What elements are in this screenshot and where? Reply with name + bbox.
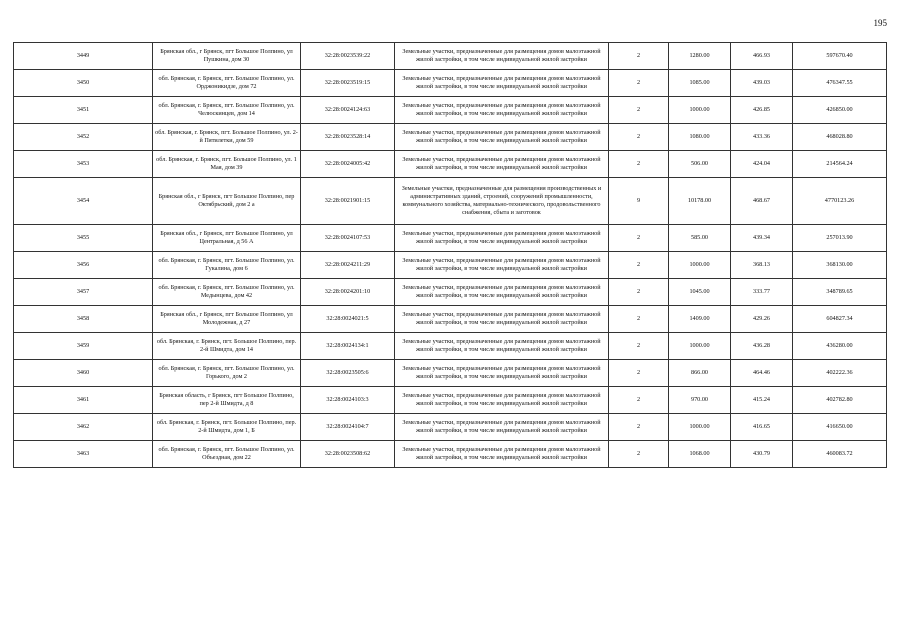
address-cell: Брянская обл., г Брянск, пгт Большое Полпино, ул Молодежная, д 27	[153, 306, 301, 333]
address-cell: Брянская обл., г Брянск, пгт Большое Полпино, ул Пушкина, дом 30	[153, 43, 301, 70]
table-row	[14, 252, 887, 279]
cadastral-number-cell: 32:28:0024201:10	[301, 279, 395, 306]
specific-value-cell: 436.28	[731, 333, 793, 360]
area-cell: 1000.00	[669, 252, 731, 279]
cadastral-number-cell: 32:28:0024124:63	[301, 97, 395, 124]
land-use-cell: Земельные участки, предназначенные для размещения домов малоэтажной жилой застройки, в том числе индивидуальной жилой застройки	[395, 360, 609, 387]
specific-value-cell: 466.93	[731, 43, 793, 70]
area-cell: 1080.00	[669, 124, 731, 151]
specific-value-cell: 368.13	[731, 252, 793, 279]
table-row	[14, 306, 887, 333]
specific-value-cell: 426.85	[731, 97, 793, 124]
address-cell: обл. Брянская, г. Брянск, пгт. Большое Полпино, ул. Челюскинцев, дом 14	[153, 97, 301, 124]
area-cell: 1280.00	[669, 43, 731, 70]
cadastral-number-cell: 32:28:0023505:6	[301, 360, 395, 387]
group-cell: 2	[609, 279, 669, 306]
table-row	[14, 333, 887, 360]
cadastral-value-cell: 4770123.26	[793, 178, 887, 225]
land-use-cell: Земельные участки, предназначенные для размещения домов малоэтажной жилой застройки, в том числе индивидуальной жилой застройки	[395, 441, 609, 468]
address-cell: Брянская обл., г Брянск, пгт Большое Полпино, ул Центральная, д 56 А	[153, 225, 301, 252]
cadastral-number-cell: 32:28:0024107:53	[301, 225, 395, 252]
specific-value-cell: 429.26	[731, 306, 793, 333]
table-row	[14, 70, 887, 97]
area-cell: 506.00	[669, 151, 731, 178]
specific-value-cell: 433.36	[731, 124, 793, 151]
cadastral-value-cell: 468028.80	[793, 124, 887, 151]
specific-value-cell: 439.03	[731, 70, 793, 97]
specific-value-cell: 416.65	[731, 414, 793, 441]
specific-value-cell: 464.46	[731, 360, 793, 387]
cadastral-value-cell: 426850.00	[793, 97, 887, 124]
specific-value-cell: 415.24	[731, 387, 793, 414]
cadastral-number-cell: 32:28:0024104:7	[301, 414, 395, 441]
area-cell: 866.00	[669, 360, 731, 387]
land-use-cell: Земельные участки, предназначенные для размещения домов малоэтажной жилой застройки, в том числе индивидуальной жилой застройки	[395, 225, 609, 252]
cadastral-number-cell: 32:28:0024134:1	[301, 333, 395, 360]
table-row	[14, 360, 887, 387]
area-cell: 1045.00	[669, 279, 731, 306]
land-use-cell: Земельные участки, предназначенные для размещения домов малоэтажной жилой застройки, в том числе индивидуальной жилой застройки	[395, 124, 609, 151]
cadastral-number-cell: 32:28:0023519:15	[301, 70, 395, 97]
group-cell: 2	[609, 414, 669, 441]
row-number: 3458	[14, 306, 153, 333]
row-number: 3451	[14, 97, 153, 124]
address-cell: Брянская область, г Брянск, пгт Большое Полпино, пер 2-й Шмидта, д 8	[153, 387, 301, 414]
group-cell: 2	[609, 360, 669, 387]
row-number: 3461	[14, 387, 153, 414]
group-cell: 2	[609, 441, 669, 468]
page-number: 195	[873, 18, 887, 28]
address-cell: обл. Брянская, г. Брянск, пгт. Большое Полпино, ул. Медынцева, дом 42	[153, 279, 301, 306]
table-row	[14, 279, 887, 306]
specific-value-cell: 430.79	[731, 441, 793, 468]
specific-value-cell: 333.77	[731, 279, 793, 306]
group-cell: 2	[609, 306, 669, 333]
land-use-cell: Земельные участки, предназначенные для размещения домов малоэтажной жилой застройки, в том числе индивидуальной жилой застройки	[395, 306, 609, 333]
area-cell: 1000.00	[669, 414, 731, 441]
land-use-cell: Земельные участки, предназначенные для размещения домов малоэтажной жилой застройки, в том числе индивидуальной жилой застройки	[395, 279, 609, 306]
land-use-cell: Земельные участки, предназначенные для размещения домов малоэтажной жилой застройки, в том числе индивидуальной жилой застройки	[395, 333, 609, 360]
row-number: 3449	[14, 43, 153, 70]
land-use-cell: Земельные участки, предназначенные для размещения домов малоэтажной жилой застройки, в том числе индивидуальной жилой застройки	[395, 43, 609, 70]
specific-value-cell: 468.67	[731, 178, 793, 225]
cadastral-value-cell: 460083.72	[793, 441, 887, 468]
cadastral-number-cell: 32:28:0023508:62	[301, 441, 395, 468]
address-cell: обл. Брянская, г. Брянск, пгт. Большое Полпино, ул. 1 Мая, дом 39	[153, 151, 301, 178]
area-cell: 1409.00	[669, 306, 731, 333]
cadastral-value-cell: 476347.55	[793, 70, 887, 97]
land-use-cell: Земельные участки, предназначенные для размещения домов малоэтажной жилой застройки, в том числе индивидуальной жилой застройки	[395, 387, 609, 414]
group-cell: 2	[609, 252, 669, 279]
address-cell: обл. Брянская, г. Брянск, пгт. Большое Полпино, ул. 2-й Пятилетки, дом 59	[153, 124, 301, 151]
cadastral-number-cell: 32:28:0021901:15	[301, 178, 395, 225]
specific-value-cell: 424.04	[731, 151, 793, 178]
cadastral-value-cell: 597670.40	[793, 43, 887, 70]
address-cell: обл. Брянская, г. Брянск, пгт. Большое Полпино, пер. 2-й Шмидта, дом 14	[153, 333, 301, 360]
area-cell: 1085.00	[669, 70, 731, 97]
row-number: 3452	[14, 124, 153, 151]
cadastral-number-cell: 32:28:0024103:3	[301, 387, 395, 414]
cadastral-value-table	[13, 42, 887, 468]
row-number: 3453	[14, 151, 153, 178]
land-use-cell: Земельные участки, предназначенные для размещения производственных и административных зданий, строений, сооружений промышленности, коммунального хозяйства, материально-технического, продовольственного снабжения, сбыта и заготовок	[395, 178, 609, 225]
row-number: 3450	[14, 70, 153, 97]
row-number: 3456	[14, 252, 153, 279]
land-use-cell: Земельные участки, предназначенные для размещения домов малоэтажной жилой застройки, в том числе индивидуальной жилой застройки	[395, 70, 609, 97]
area-cell: 1000.00	[669, 97, 731, 124]
land-use-cell: Земельные участки, предназначенные для размещения домов малоэтажной жилой застройки, в том числе индивидуальной жилой застройки	[395, 151, 609, 178]
group-cell: 2	[609, 70, 669, 97]
group-cell: 2	[609, 333, 669, 360]
land-use-cell: Земельные участки, предназначенные для размещения домов малоэтажной жилой застройки, в том числе индивидуальной жилой застройки	[395, 252, 609, 279]
group-cell: 2	[609, 387, 669, 414]
specific-value-cell: 439.34	[731, 225, 793, 252]
table-row	[14, 124, 887, 151]
row-number: 3462	[14, 414, 153, 441]
land-use-cell: Земельные участки, предназначенные для размещения домов малоэтажной жилой застройки, в том числе индивидуальной жилой застройки	[395, 414, 609, 441]
address-cell: обл. Брянская, г. Брянск, пгт. Большое Полпино, ул. Горького, дом 2	[153, 360, 301, 387]
row-number: 3459	[14, 333, 153, 360]
cadastral-value-cell: 416650.00	[793, 414, 887, 441]
group-cell: 2	[609, 43, 669, 70]
cadastral-value-cell: 402782.80	[793, 387, 887, 414]
cadastral-value-cell: 257013.90	[793, 225, 887, 252]
address-cell: обл. Брянская, г. Брянск, пгт. Большое Полпино, ул. Орджоникидзе, дом 72	[153, 70, 301, 97]
cadastral-number-cell: 32:28:0024211:29	[301, 252, 395, 279]
cadastral-value-cell: 368130.00	[793, 252, 887, 279]
area-cell: 1068.00	[669, 441, 731, 468]
cadastral-value-cell: 436280.00	[793, 333, 887, 360]
cadastral-number-cell: 32:28:0023539:22	[301, 43, 395, 70]
group-cell: 2	[609, 97, 669, 124]
cadastral-value-cell: 402222.36	[793, 360, 887, 387]
cadastral-number-cell: 32:28:0024005:42	[301, 151, 395, 178]
row-number: 3454	[14, 178, 153, 225]
table-row	[14, 441, 887, 468]
group-cell: 2	[609, 225, 669, 252]
address-cell: обл. Брянская, г. Брянск, пгт. Большое Полпино, ул. Объездная, дом 22	[153, 441, 301, 468]
row-number: 3460	[14, 360, 153, 387]
address-cell: обл. Брянская, г. Брянск, пгт. Большое Полпино, пер. 2-й Шмидта, дом 1, Б	[153, 414, 301, 441]
area-cell: 1000.00	[669, 333, 731, 360]
row-number: 3457	[14, 279, 153, 306]
address-cell: Брянская обл., г Брянск, пгт Большое Полпино, пер Октябрьский, дом 2 а	[153, 178, 301, 225]
table-row	[14, 151, 887, 178]
land-use-cell: Земельные участки, предназначенные для размещения домов малоэтажной жилой застройки, в том числе индивидуальной жилой застройки	[395, 97, 609, 124]
group-cell: 2	[609, 124, 669, 151]
area-cell: 585.00	[669, 225, 731, 252]
area-cell: 970.00	[669, 387, 731, 414]
group-cell: 9	[609, 178, 669, 225]
group-cell: 2	[609, 151, 669, 178]
table-row	[14, 97, 887, 124]
cadastral-value-cell: 604827.34	[793, 306, 887, 333]
table-row	[14, 225, 887, 252]
table-row	[14, 414, 887, 441]
area-cell: 10178.00	[669, 178, 731, 225]
address-cell: обл. Брянская, г. Брянск, пгт. Большое Полпино, ул. Гукалина, дом 6	[153, 252, 301, 279]
table-row	[14, 43, 887, 70]
cadastral-value-cell: 214564.24	[793, 151, 887, 178]
table-row	[14, 387, 887, 414]
cadastral-number-cell: 32:28:0024021:5	[301, 306, 395, 333]
cadastral-number-cell: 32:28:0023528:14	[301, 124, 395, 151]
row-number: 3455	[14, 225, 153, 252]
cadastral-value-cell: 348789.65	[793, 279, 887, 306]
row-number: 3463	[14, 441, 153, 468]
table-row	[14, 178, 887, 225]
